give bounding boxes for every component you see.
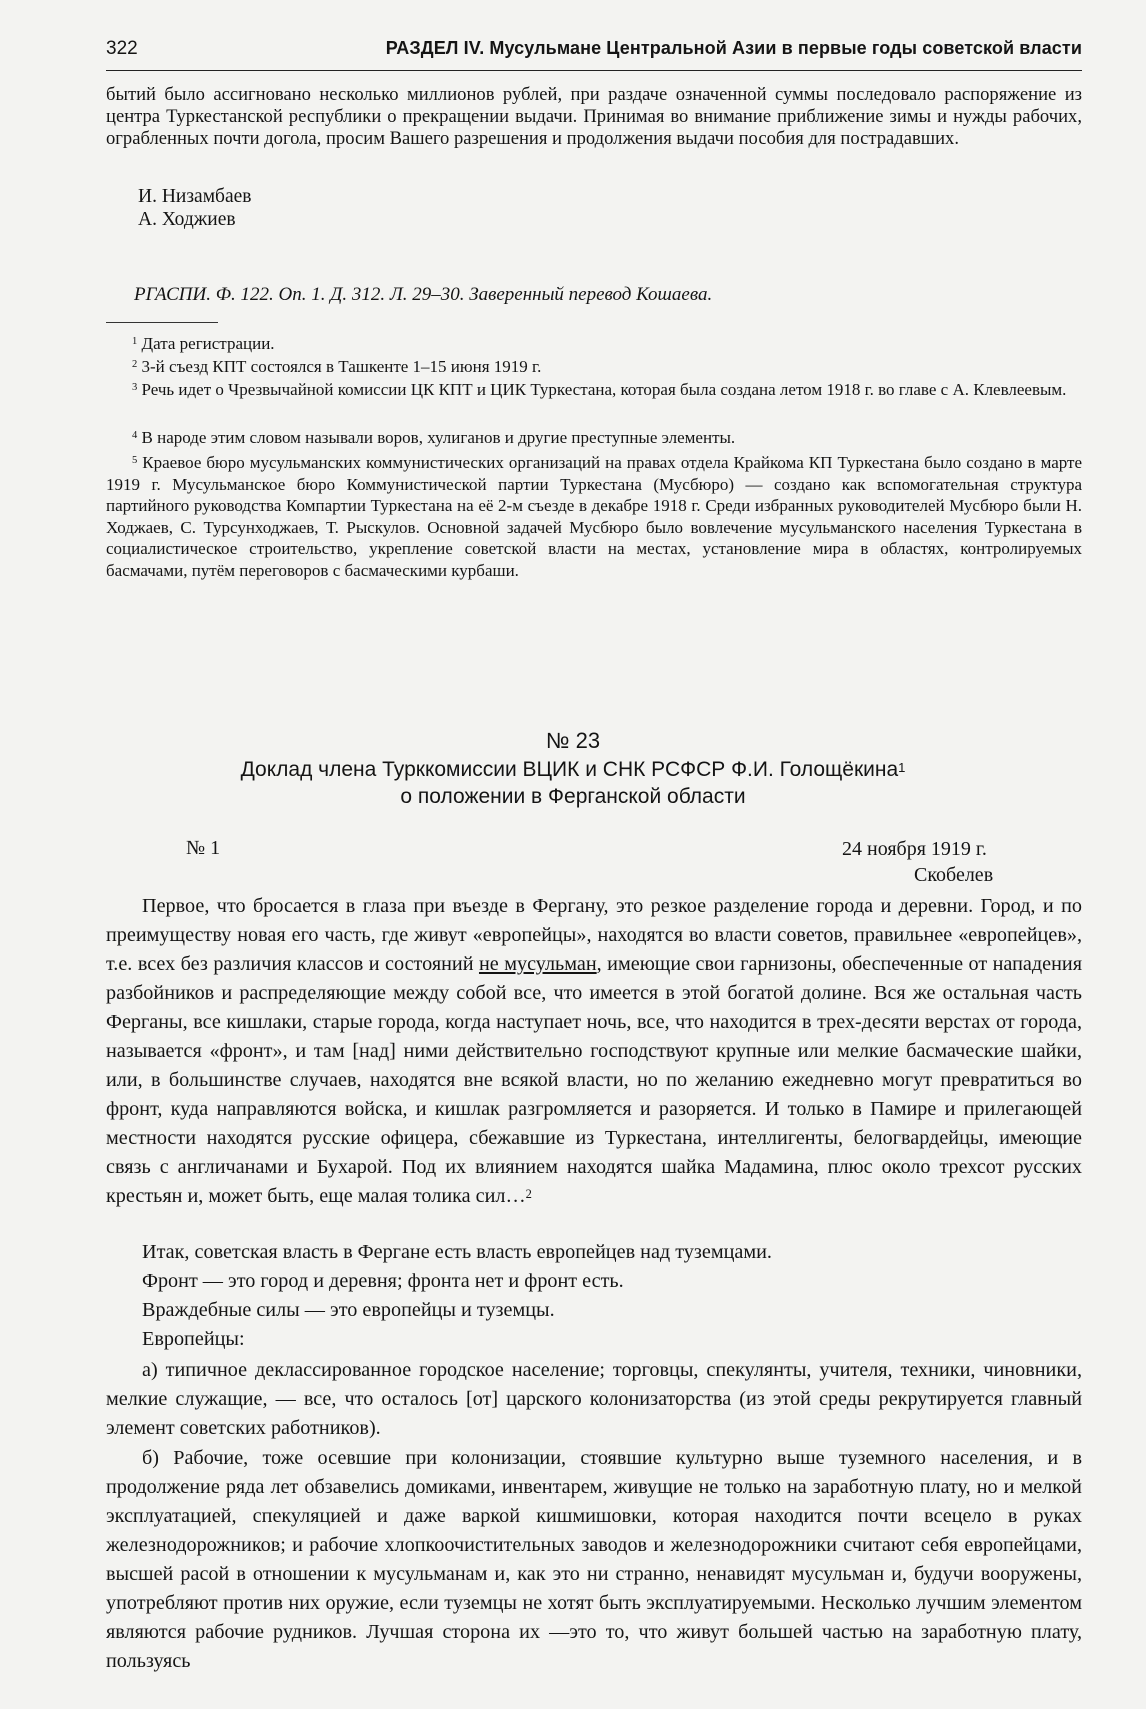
footnote-marker: 2 [132,359,138,370]
body-line-1: Итак, советская власть в Фергане есть власть европейцев над туземцами. [142,1241,772,1263]
footnote-4 [106,427,1082,449]
underlined-text: не мусульман [478,953,597,975]
document-number: № 23 [545,728,601,753]
footnote-3 [106,379,1082,401]
footnote-text: Речь идет о Чрезвычайной комиссии ЦК КПТ и ЦИК Туркестана, которая была создана летом 1918 г. во главе с А. Клевлеевым. [141,380,1067,399]
body-line-2: Фронт — это город и деревня; фронта нет и фронт есть. [142,1270,624,1292]
footnote-divider [106,322,218,323]
footnote-marker: 3 [132,382,138,393]
body-paragraph-b: б) Рабочие, тоже осевшие при колонизации, стоявшие культурно выше туземного населения, и в продолжение ряда лет обзавелись домиками, инвентарем, живущие не только на заработную плату, но и мелкой эксплуатацией, спекуляцией и даже варкой кишмишовки, которая находится почти всецело в руках железнодорожников; и рабочие хлопкоочистительных заводов и железнодорожники считают себя европейцами, высшей расой в отношении к мусульманам и, как это ни странно, ненавидят мусульман и, будучи вооружены, употребляют против них оружие, если туземцы не хотят быть эксплуатируемыми. Несколько лучшим элементом являются рабочие рудников. Лучшая сторона их —это то, что живут большей частью на заработную плату, пользуясь [106,1447,1082,1672]
footnote-marker: 1 [132,336,138,347]
archive-source-note: РГАСПИ. Ф. 122. Оп. 1. Д. 312. Л. 29–30. Заверенный перевод Кошаева. [134,284,713,305]
document-title-line1: Доклад члена Турккомиссии ВЦИК и СНК РСФСР Ф.И. Голощёкина [240,758,899,781]
footnote-text: Краевое бюро мусульманских коммунистических организаций на правах отдела Крайкома КП Туркестана было создано в марте 1919 г. Мусульманское бюро Коммунистической партии Туркестана (Мусбюро) — создано как вспомогательная структура партийного руководства Компартии Туркестана на её 2-м съезде в декабре 1918 г. Среди избранных руководителей Мусбюро были Н. Ходжаев, С. Турсунходжаев, Т. Рыскулов. Основной задачей Мусбюро было вовлечение мусульманского населения Туркестана в социалистическое строительство, укрепление советской власти на местах, установление мира в областях, контролируемых басмачами, путём переговоров с басмаческими курбаши. [106,453,1083,580]
report-number: № 1 [186,837,221,859]
body-line-3: Враждебные силы — это европейцы и туземцы. [142,1299,555,1321]
footnote-text: 3-й съезд КПТ состоялся в Ташкенте 1–15 июня 1919 г. [141,357,542,376]
document-title-line2: о положении в Ферганской области [400,785,746,808]
body-paragraph-a: а) типичное деклассированное городское население; торговцы, спекулянты, учителя, техники, чиновники, мелкие служащие, — все, что осталось [от] царского колонизаторства (из этой среды рекрутируется главный элемент советских работников). [106,1359,1082,1439]
title-footnote-marker: 1 [898,760,906,775]
footnote-marker: 4 [132,430,138,441]
running-header [106,38,1082,71]
page-number: 322 [106,38,138,59]
report-date: 24 ноября 1919 г. [842,838,987,860]
signature-1: И. Низамбаев [138,186,252,207]
footnote-5 [106,452,1082,582]
document-title [0,756,1146,810]
footnote-marker: 5 [132,455,138,466]
body-text: Первое, что бросается в глаза при въезде в Фергану, это резкое разделение города и деревни. Город, и по преимуществу новая его часть, где живут «европейцы», находятся во власти советов, правильнее «европейцев», т.е. всех без различия классов и состояний [106,895,1082,975]
body-paragraph-1 [106,892,1082,1211]
section-title: РАЗДЕЛ IV. Мусульмане Центральной Азии в первые годы советской власти [385,38,1082,58]
report-place: Скобелев [914,864,994,886]
body-text: , имеющие свои гарнизоны, обеспеченные от нападения разбойников и распределяющие между собой все, что имеется в этой богатой долине. Вся же остальная часть Ферганы, все кишлаки, старые города, когда наступает ночь, все, что находится в трех-десяти верстах от города, называется «фронт», и там [над] ними действительно господствуют крупные или мелкие басмаческие шайки, или, в большинстве случаев, находятся вне всякой власти, но по желанию ежедневно могут превратиться во фронт, куда направляются войска, и кишлак разгромляется и разоряется. И только в Памире и прилегающей местности находятся русские офицера, сбежавшие из Туркестана, интеллигенты, белогвардейцы, имеющие связь с англичанами и Бухарой. Под их влиянием находятся шайка Мадамина, плюс около трехсот русских крестьян и, может быть, еще малая толика сил… [106,953,1082,1207]
footnote-1 [106,333,1082,355]
body-line-4: Европейцы: [142,1328,245,1350]
footnote-text: В народе этим словом называли воров, хулиганов и другие преступные элементы. [141,428,736,447]
continued-paragraph: бытий было ассигновано несколько миллионов рублей, при раздаче означенной суммы последовало распоряжение из центра Туркестанской республики о прекращении выдачи. Принимая во внимание приближение зимы и нужды рабочих, ограбленных почти догола, просим Вашего разрешения и продолжения выдачи пособия для пострадавших. [106,84,1082,149]
footnote-marker: 2 [525,1187,532,1201]
footnote-2 [106,356,1082,378]
footnote-text: Дата регистрации. [141,334,275,353]
signature-2: А. Ходжиев [138,209,236,230]
